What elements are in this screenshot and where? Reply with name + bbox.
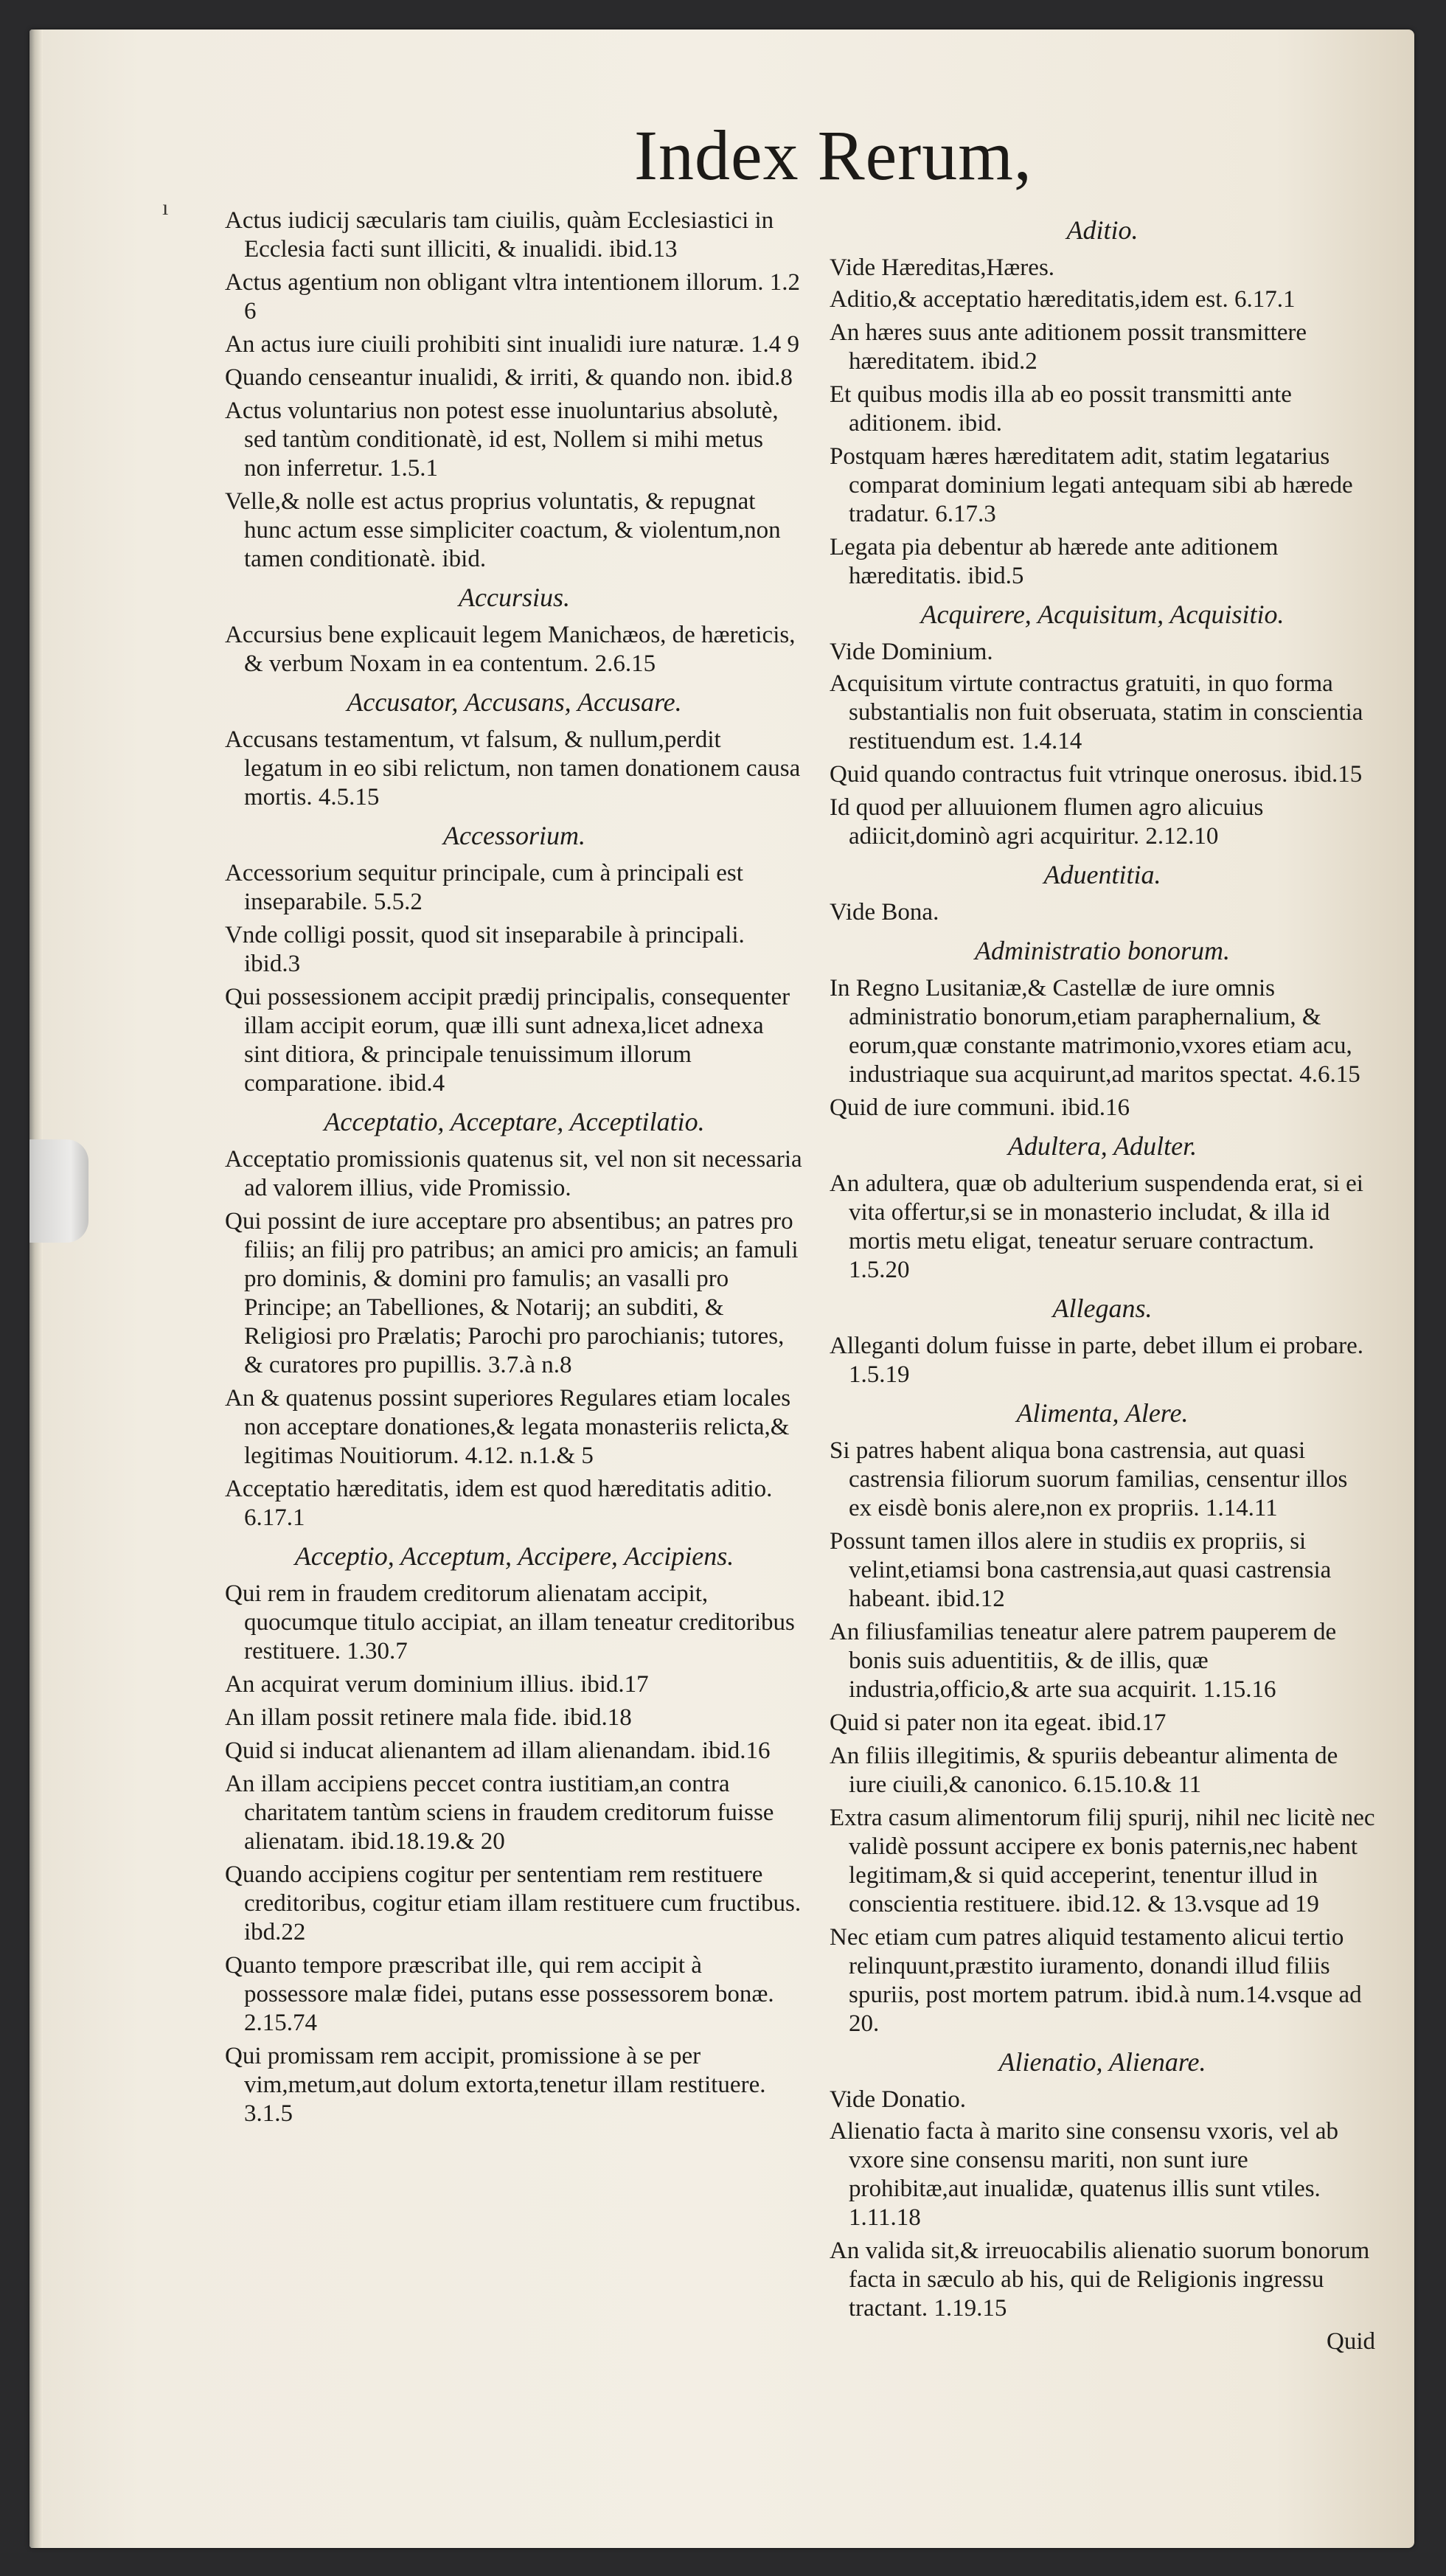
index-entry: Alleganti dolum fuisse in parte, debet illum ei probare. 1.5.19 [830,1333,1363,1388]
left-column [225,206,804,2133]
index-entry: Acquisitum virtute contractus gratuiti, in quo forma substantialis non fuit obseruata, statim in conscientia restituendum est. 1.4.14 [830,670,1363,754]
index-entry: Accusans testamentum, vt falsum, & nullum,perdit legatum in eo sibi relictum, non tamen donationem causa mortis. 4.5.15 [225,726,801,810]
index-entry: Actus voluntarius non potest esse inuoluntarius absolutè, sed tantùm conditionatè, id est, Nollem si mihi metus non inferretur. 1.5.1 [225,397,779,482]
right-column [830,206,1375,2359]
index-entry: Quid si inducat alienantem ad illam alienandam. ibid.16 [225,1737,771,1764]
index-heading: Aduentitia. [1043,860,1161,889]
index-entry: Aditio,& acceptatio hæreditatis,idem est. 6.17.1 [830,286,1296,313]
index-entry: Qui promissam rem accipit, promissione à se per vim,metum,aut dolum extorta,tenetur illam restituere. 3.1.5 [225,2043,766,2127]
index-heading: Accusator, Accusans, Accusare. [347,687,682,717]
catchword: Quid [1327,2328,1375,2355]
index-entry: Actus iudicij sæcularis tam ciuilis, quàm Ecclesiastici in Ecclesia facti sunt illiciti, & inualidi. ibid.13 [225,207,774,263]
index-entry: Extra casum alimentorum filij spurij, nihil nec licitè nec validè possunt accipere ex bonis paternis,nec habent legitimam,& si quid acceperint, tenentur illud in conscientia restituere. ibid.12. & 13.vsque ad 19 [830,1805,1375,1917]
index-entry: Legata pia debentur ab hærede ante aditionem hæreditatis. ibid.5 [830,534,1279,589]
index-entry: Postquam hæres hæreditatem adit, statim legatarius comparat dominium legati antequam sibi ab hærede tradatur. 6.17.3 [830,443,1353,527]
index-entry: An acquirat verum dominium illius. ibid.17 [225,1671,649,1698]
page-edge [29,29,43,2548]
index-entry: Accessorium sequitur principale, cum à principali est inseparabile. 5.5.2 [225,860,743,915]
index-entry: An filiusfamilias teneatur alere patrem pauperem de bonis suis aduentitiis, & de illis, quæ industria,officio,& arte sua acquirit. 1.15.16 [830,1619,1337,1703]
index-entry: Id quod per alluuionem flumen agro alicuius adiicit,dominò agri acquiritur. 2.12.10 [830,794,1264,850]
index-heading: Acceptio, Acceptum, Accipere, Accipiens. [294,1541,734,1571]
index-entry: Nec etiam cum patres aliquid testamento alicui tertio relinquunt,præstito iuramento, donandi illud filiis spuriis, post mortem patrum. ibid.à num.14.vsque ad 20. [830,1924,1362,2037]
cross-reference: Vide Hæreditas,Hæres. [830,254,1055,281]
page-clip [29,1139,88,1243]
index-entry: Et quibus modis illa ab eo possit transmitti ante aditionem. ibid. [830,381,1292,437]
index-heading: Acceptatio, Acceptare, Acceptilatio. [324,1107,705,1136]
index-entry: Vnde colligi possit, quod sit inseparabile à principali. ibid.3 [225,922,745,977]
index-heading: Alimenta, Alere. [1016,1398,1189,1428]
index-entry: Velle,& nolle est actus proprius voluntatis, & repugnat hunc actum esse simpliciter coactum, & violentum,non tamen conditionatè. ibid. [225,488,781,572]
index-entry: Alienatio facta à marito sine consensu vxoris, vel ab vxore sine consensu mariti, non sunt iure prohibitæ,aut inualidæ, quatenus illis sunt vtiles. 1.11.18 [830,2118,1339,2231]
cross-reference: Vide Dominium. [830,639,993,665]
index-entry: Qui possessionem accipit prædij principalis, consequenter illam accipit eorum, quæ illi sunt adnexa,licet adnexa sint ditiora, & principale tenuissimum illorum comparatione. ibid.4 [225,984,790,1097]
book-page [29,29,1414,2548]
index-heading: Alienatio, Alienare. [998,2047,1206,2077]
index-entry: Quid de iure communi. ibid.16 [830,1094,1130,1121]
margin-mark: ı [162,195,169,220]
index-entry: Quando accipiens cogitur per sententiam rem restituere creditoribus, cogitur etiam illam restituere cum fructibus. ibd.22 [225,1861,802,1945]
index-entry: Quid si pater non ita egeat. ibid.17 [830,1709,1167,1736]
index-entry: An adultera, quæ ob adulterium suspendenda erat, si ei vita offertur,si se in monasterio includat, & illa id mortis metu eligat, teneatur seruare contractum. 1.5.20 [830,1170,1363,1283]
index-entry: Quid quando contractus fuit vtrinque onerosus. ibid.15 [830,761,1363,788]
index-entry: In Regno Lusitaniæ,& Castellæ de iure omnis administratio bonorum,etiam paraphernalium, & eorum,quæ constante matrimonio,vxores etiam acu, industriaque sua acquirunt,ad maritos spectat. 4.6.15 [830,975,1360,1088]
index-entry: An & quatenus possint superiores Regulares etiam locales non acceptare donationes,& legata monasteriis relicta,& legitimas Nouitiorum. 4.12. n.1.& 5 [225,1385,791,1469]
index-entry: Actus agentium non obligant vltra intentionem illorum. 1.2 6 [225,269,800,324]
index-heading: Accessorium. [443,821,585,850]
index-heading: Adultera, Adulter. [1007,1131,1198,1161]
index-entry: Qui rem in fraudem creditorum alienatam accipit, quocumque titulo accipiat, an illam teneatur creditoribus restituere. 1.30.7 [225,1580,795,1664]
index-entry: An hæres suus ante aditionem possit transmittere hæreditatem. ibid.2 [830,319,1307,375]
index-heading: Aditio. [1066,215,1139,245]
index-entry: Qui possint de iure acceptare pro absentibus; an patres pro filiis; an filij pro patribus; an amici pro amicis; an famuli pro dominis, & domini pro famulis; an vasalli pro Principe; an Tabelliones, & Notarij; an subditi, & Religiosi pro Prælatis; Parochi pro parochianis; tutores, & curatores pro pupillis. 3.7.à n.8 [225,1208,799,1378]
index-heading: Allegans. [1052,1294,1153,1323]
index-entry: An illam accipiens peccet contra iustitiam,an contra charitatem tantùm sciens in fraudem creditorum fuisse alienatam. ibid.18.19.& 20 [225,1771,774,1855]
index-heading: Administratio bonorum. [974,936,1231,965]
index-entry: Quanto tempore præscribat ille, qui rem accipit à possessore malæ fidei, putans esse possessorem bonæ. 2.15.74 [225,1952,774,2036]
cross-reference: Vide Donatio. [830,2086,966,2113]
cross-reference: Vide Bona. [830,899,939,926]
index-entry: An actus iure ciuili prohibiti sint inualidi iure naturæ. 1.4 9 [225,331,800,358]
index-entry: An filiis illegitimis, & spuriis debeantur alimenta de iure ciuili,& canonico. 6.15.10.& 11 [830,1743,1338,1798]
index-entry: Accursius bene explicauit legem Manichæos, de hæreticis, & verbum Noxam in ea contentum. 2.6.15 [225,622,796,677]
index-entry: An valida sit,& irreuocabilis alienatio suorum bonorum facta in sæculo ab his, qui de Religionis ingressu tractant. 1.19.15 [830,2237,1370,2322]
index-entry: Quando censeantur inualidi, & irriti, & quando non. ibid.8 [225,364,793,391]
index-entry: Acceptatio promissionis quatenus sit, vel non sit necessaria ad valorem illius, vide Promissio. [225,1146,802,1201]
page-title: Index Rerum, [634,116,1032,195]
index-heading: Accursius. [459,583,570,612]
index-entry: Possunt tamen illos alere in studiis ex propriis, si velint,etiamsi bona castrensia,aut quasi castrensia habeant. ibid.12 [830,1528,1332,1612]
index-heading: Acquirere, Acquisitum, Acquisitio. [920,600,1285,629]
index-entry: Acceptatio hæreditatis, idem est quod hæreditatis aditio. 6.17.1 [225,1476,773,1531]
index-entry: Si patres habent aliqua bona castrensia, aut quasi castrensia filiorum suorum familias, censentur illos ex eisdè bonis alere,non ex propriis. 1.14.11 [830,1437,1348,1521]
index-entry: An illam possit retinere mala fide. ibid.18 [225,1704,632,1731]
